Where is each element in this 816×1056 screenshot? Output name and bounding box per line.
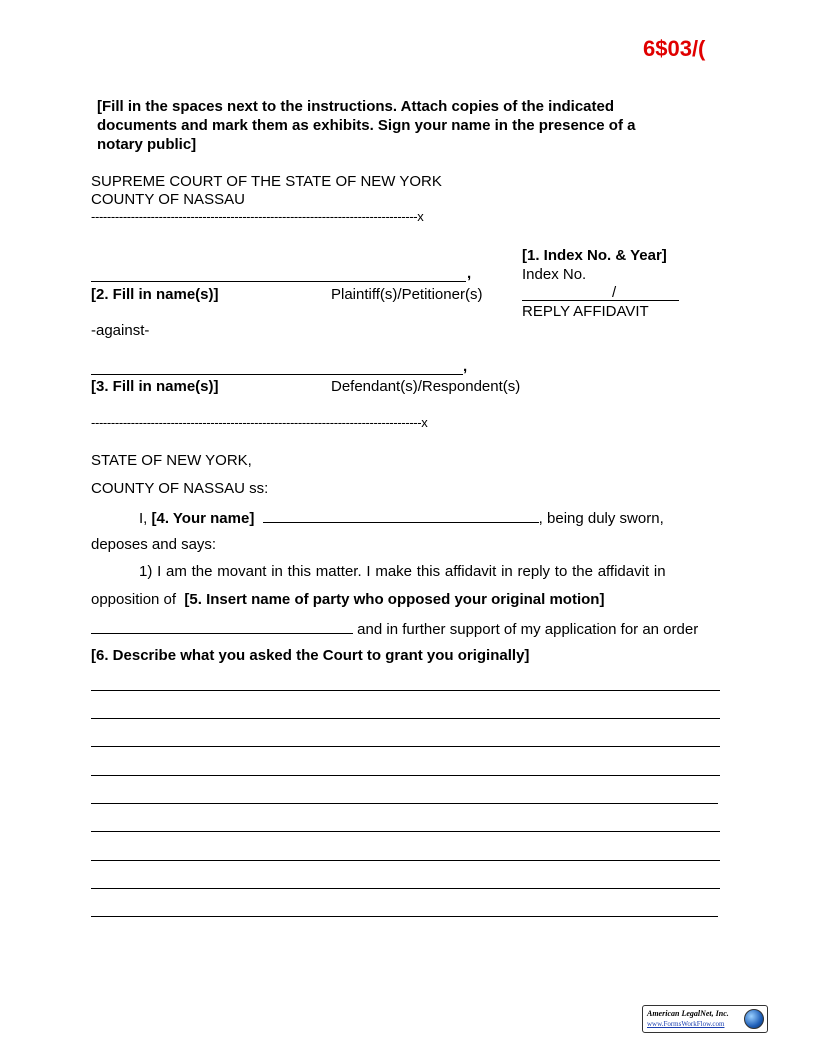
party-instruction: [5. Insert name of party who opposed your original motion] bbox=[184, 591, 605, 608]
logo-url[interactable]: www.FormsWorkFlow.com bbox=[647, 1020, 725, 1028]
sworn-suffix: , being duly sworn, bbox=[538, 510, 664, 527]
opposition-text: opposition of bbox=[91, 591, 181, 608]
para1-line3 bbox=[91, 619, 698, 638]
logo-company: American LegalNet, Inc. bbox=[647, 1009, 729, 1018]
description-line[interactable] bbox=[91, 803, 718, 804]
description-line[interactable] bbox=[91, 916, 718, 917]
sworn-line bbox=[139, 508, 664, 527]
caption-separator-top: ----------------------------------------------------------------------------------x bbox=[91, 209, 424, 224]
description-line[interactable] bbox=[91, 888, 720, 889]
plaintiff-role: Plaintiff(s)/Petitioner(s) bbox=[331, 286, 483, 303]
defendant-instruction: [3. Fill in name(s)] bbox=[91, 378, 219, 395]
plaintiff-instruction: [2. Fill in name(s)] bbox=[91, 286, 219, 303]
instruction-line-3: notary public] bbox=[97, 136, 197, 153]
instruction-line-1: [Fill in the spaces next to the instructions. Attach copies of the indicated bbox=[97, 98, 615, 115]
defendant-comma: , bbox=[463, 358, 468, 375]
venue-state: STATE OF NEW YORK, bbox=[91, 452, 252, 469]
description-line[interactable] bbox=[91, 860, 720, 861]
your-name-field[interactable] bbox=[263, 508, 539, 523]
court-county: COUNTY OF NASSAU bbox=[91, 191, 245, 208]
describe-instruction: [6. Describe what you asked the Court to grant you originally] bbox=[91, 647, 530, 664]
your-name-instruction: [4. Your name] bbox=[151, 510, 255, 527]
opposing-party-field[interactable] bbox=[91, 619, 353, 634]
footer-logo[interactable] bbox=[642, 1005, 768, 1033]
plaintiff-name-field[interactable] bbox=[91, 281, 466, 282]
instruction-line-2: documents and mark them as exhibits. Sign your name in the presence of a bbox=[97, 117, 636, 134]
court-name: SUPREME COURT OF THE STATE OF NEW YORK bbox=[91, 173, 442, 190]
against-label: -against- bbox=[91, 322, 150, 339]
defendant-name-field[interactable] bbox=[91, 374, 463, 375]
description-line[interactable] bbox=[91, 831, 720, 832]
description-line[interactable] bbox=[91, 690, 720, 691]
index-instruction: [1. Index No. & Year] bbox=[522, 247, 667, 264]
header-stamp: 6$03/( bbox=[643, 36, 706, 61]
deposes-text: deposes and says: bbox=[91, 536, 217, 553]
sworn-prefix: I, bbox=[139, 510, 152, 527]
globe-icon bbox=[744, 1009, 764, 1029]
index-number-field[interactable] bbox=[522, 300, 679, 301]
plaintiff-comma: , bbox=[467, 265, 472, 282]
para1-line1: 1) I am the movant in this matter. I make this affidavit in reply to the affidavit in bbox=[139, 563, 666, 580]
document-title: REPLY AFFIDAVIT bbox=[522, 303, 649, 320]
defendant-role: Defendant(s)/Respondent(s) bbox=[331, 378, 521, 395]
index-label: Index No. bbox=[522, 266, 587, 283]
venue-county: COUNTY OF NASSAU ss: bbox=[91, 480, 269, 497]
description-line[interactable] bbox=[91, 746, 720, 747]
caption-separator-bottom: -----------------------------------------------------------------------------------x bbox=[91, 415, 428, 430]
index-slash: / bbox=[612, 284, 617, 301]
description-line[interactable] bbox=[91, 775, 720, 776]
description-line[interactable] bbox=[91, 718, 720, 719]
para1-line2 bbox=[91, 591, 604, 608]
support-text: and in further support of my application for an order bbox=[353, 621, 699, 638]
